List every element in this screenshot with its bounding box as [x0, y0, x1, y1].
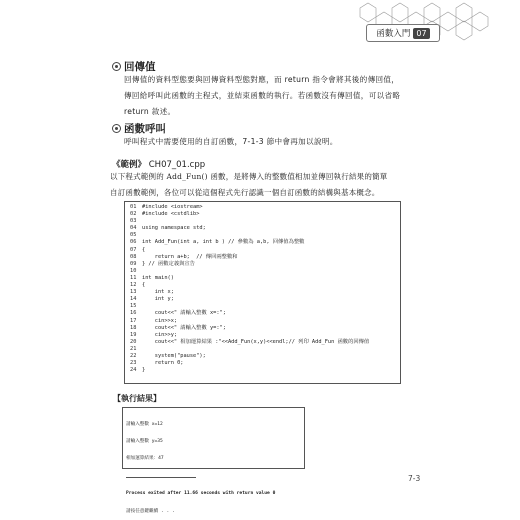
section-title: 回傳值 — [124, 61, 156, 73]
bullet-icon — [112, 62, 121, 71]
line-number: 20 — [130, 338, 137, 345]
body-line: 呼叫程式中需要使用的自訂函數，7-1-3 節中會再加以說明。 — [124, 137, 338, 146]
line-number: 02 — [130, 211, 137, 218]
line-number: 15 — [130, 303, 137, 310]
code-line — [130, 204, 395, 211]
line-number: 22 — [130, 352, 137, 359]
line-number: 21 — [130, 345, 137, 352]
body-line: 傳回給呼叫此函數的主程式，並結束函數的執行。若函數沒有傳回值，可以省略 — [124, 91, 401, 100]
section-title: 函數呼叫 — [124, 123, 166, 135]
line-number: 17 — [130, 317, 137, 324]
code-line — [130, 360, 395, 367]
code-text: cin>>y; — [142, 331, 178, 338]
console-line: 請按任意鍵繼續 . . . — [126, 508, 175, 514]
code-text: return 0; — [142, 360, 184, 367]
console-line: 請輸入整數 y=35 — [126, 438, 163, 444]
code-text: cout<<" 請輸入整數 y=:"; — [142, 324, 226, 331]
code-line — [130, 211, 395, 218]
code-line — [130, 225, 395, 232]
console-divider — [126, 477, 196, 478]
code-text: using namespace std; — [142, 225, 206, 232]
code-text: #include <cstdlib> — [142, 211, 200, 218]
code-line — [130, 275, 395, 282]
code-line — [130, 346, 395, 353]
code-text: cout<<" 相加運算結果 :"<<Add_Fun(x,y)<<endl;// 列印 Add_Fun 函數的回傳值 — [142, 338, 370, 345]
line-number: 23 — [130, 360, 137, 367]
example-heading: 《範例》 CH07_01.cpp — [112, 160, 206, 170]
code-text: } // 函數定義與宣告 — [142, 260, 196, 267]
code-text: system("pause"); — [142, 352, 206, 359]
line-number: 08 — [130, 253, 137, 260]
line-number: 12 — [130, 282, 137, 289]
body-line: return 敘述。 — [124, 107, 176, 116]
line-number: 14 — [130, 296, 137, 303]
code-line — [130, 332, 395, 339]
code-text: int main() — [142, 274, 174, 281]
line-number: 10 — [130, 267, 137, 274]
line-number: 13 — [130, 289, 137, 296]
chapter-number-badge: 07 — [413, 28, 429, 39]
code-listing — [124, 201, 401, 384]
code-line — [130, 239, 395, 246]
description-line: 自訂函數範例，各位可以從這個程式先行認識一個自訂函數的結構與基本概念。 — [110, 188, 380, 197]
example-description — [110, 169, 412, 201]
code-text: cin>>x; — [142, 317, 178, 324]
code-line — [130, 247, 395, 254]
code-text: { — [142, 246, 146, 253]
code-line — [130, 318, 395, 325]
code-line — [130, 353, 395, 360]
line-number: 24 — [130, 367, 137, 374]
code-text: int Add_Fun(int a, int b ) // 參數為 a,b, 回傳值為整數 — [142, 239, 305, 246]
code-line — [130, 261, 395, 268]
code-text: #include <iostream> — [142, 204, 203, 210]
line-number: 09 — [130, 260, 137, 267]
code-line — [130, 254, 395, 261]
chapter-header — [366, 24, 440, 42]
section-function-call-body — [124, 134, 414, 150]
code-line — [130, 268, 395, 275]
line-number: 05 — [130, 232, 137, 239]
code-line — [130, 289, 395, 296]
line-number: 18 — [130, 324, 137, 331]
line-number: 16 — [130, 310, 137, 317]
bullet-icon — [112, 124, 121, 133]
console-line: 相加運算結果：47 — [126, 456, 164, 462]
code-line — [130, 218, 395, 225]
code-text: } — [142, 367, 146, 374]
chapter-title: 函數入門 — [376, 29, 411, 39]
code-text: int x; — [142, 289, 174, 296]
description-line: 以下程式範例的 Add_Fun() 函數，是將傳入的整數值相加並傳回執行結果的簡單 — [110, 172, 388, 181]
console-line: Process exited after 11.66 seconds with return value 0 — [126, 491, 276, 497]
line-number: 06 — [130, 239, 137, 246]
code-line — [130, 339, 395, 346]
code-text: cout<<" 請輸入整數 x=:"; — [142, 310, 226, 317]
line-number: 19 — [130, 331, 137, 338]
line-number: 01 — [130, 204, 137, 210]
line-number: 03 — [130, 218, 137, 225]
code-text: { — [142, 282, 146, 289]
code-line — [130, 282, 395, 289]
line-number: 04 — [130, 225, 137, 232]
example-filename: CH07_01.cpp — [148, 160, 206, 170]
code-line — [130, 325, 395, 332]
line-number: 07 — [130, 246, 137, 253]
body-line: 回傳值的資料型態要與回傳資料型態對應，而 return 指令會將其後的傳回值， — [124, 75, 400, 84]
example-tag: 範例 — [120, 160, 138, 170]
section-return-value-body — [124, 72, 414, 120]
code-line — [130, 310, 395, 317]
console-output — [122, 407, 305, 514]
code-text: int y; — [142, 296, 174, 303]
line-number: 11 — [130, 274, 137, 281]
code-line — [130, 367, 395, 374]
page-number: 7-3 — [408, 474, 421, 483]
code-line — [130, 296, 395, 303]
console-line: 請輸入整數 x=12 — [126, 421, 163, 427]
code-text: return a+b; // 傳回兩整數和 — [142, 253, 238, 260]
run-result-label: 【執行結果】 — [113, 394, 161, 403]
